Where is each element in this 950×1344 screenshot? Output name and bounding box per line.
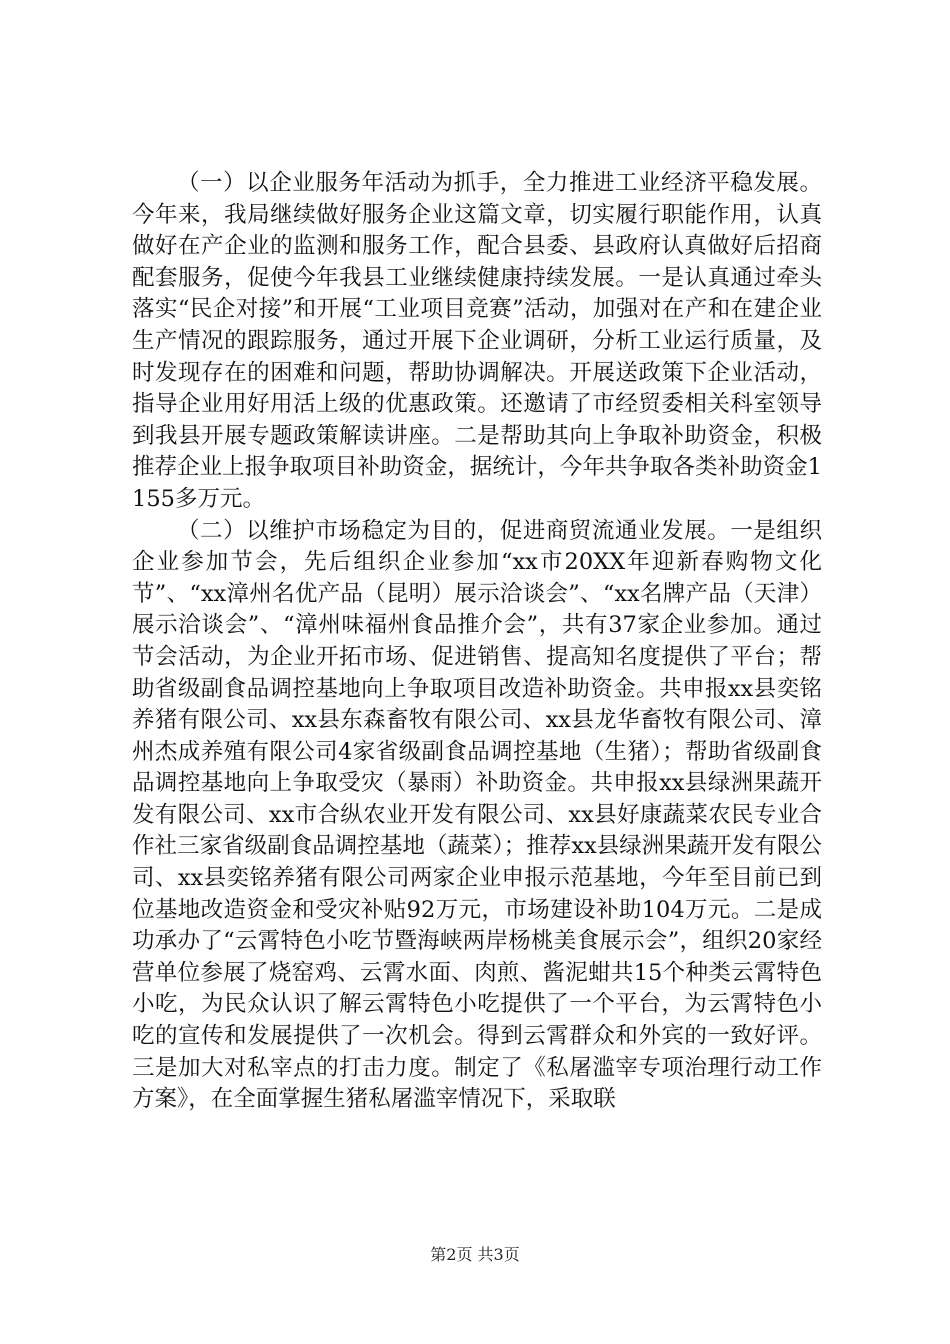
paragraph-market-stability: （二）以维护市场稳定为目的，促进商贸流通业发展。一是组织企业参加节会，先后组织企业参加“xx市20XX年迎新春购物文化节”、“xx漳州名优产品（昆明）展示洽谈会”、“xx名牌产品（天津）展示洽谈会”、“漳州味福州食品推介会”，共有37家企业参加。通过节会活动，为企业开拓市场、促进销售、提高知名度提供了平台；帮助省级副食品调控基地向上争取项目改造补助资金。共申报xx县奕铭养猪有限公司、xx县东森畜牧有限公司、xx县龙华畜牧有限公司、漳州杰成养殖有限公司4家省级副食品调控基地（生猪）；帮助省级副食品调控基地向上争取受灾（暴雨）补助资金。共申报xx县绿洲果蔬开发有限公司、xx市合纵农业开发有限公司、xx县好康蔬菜农民专业合作社三家省级副食品调控基地（蔬菜）；推荐xx县绿洲果蔬开发有限公司、xx县奕铭养猪有限公司两家企业申报示范基地，今年至目前已到位基地改造资金和受灾补贴92万元，市场建设补助104万元。二是成功承办了“云霄特色小吃节暨海峡两岸杨桃美食展示会”，组织20家经营单位参展了烧窑鸡、云霄水面、肉煎、酱泥蚶共15个种类云霄特色小吃，为民众认识了解云霄特色小吃提供了一个平台，为云霄特色小吃的宣传和发展提供了一次机会。得到云霄群众和外宾的一致好评。三是加大对私宰点的打击力度。制定了《私屠滥宰专项治理行动工作方案》，在全面掌握生猪私屠滥宰情况下，采取联	[132, 517, 822, 1113]
page-number-footer: 第2页 共3页	[430, 1245, 520, 1264]
paragraph-industry-service: （一）以企业服务年活动为抓手，全力推进工业经济平稳发展。今年来，我局继续做好服务企业这篇文章，切实履行职能作用，认真做好在产企业的监测和服务工作，配合县委、县政府认真做好后招商配套服务，促使今年我县工业继续健康持续发展。一是认真通过牵头落实“民企对接”和开展“工业项目竞赛”活动，加强对在产和在建企业生产情况的跟踪服务，通过开展下企业调研，分析工业运行质量，及时发现存在的困难和问题，帮助协调解决。开展送政策下企业活动，指导企业用好用活上级的优惠政策。还邀请了市经贸委相关科室领导到我县开展专题政策解读讲座。二是帮助其向上争取补助资金，积极推荐企业上报争取项目补助资金，据统计，今年共争取各类补助资金1155多万元。	[132, 170, 822, 512]
document-body	[132, 168, 822, 1116]
